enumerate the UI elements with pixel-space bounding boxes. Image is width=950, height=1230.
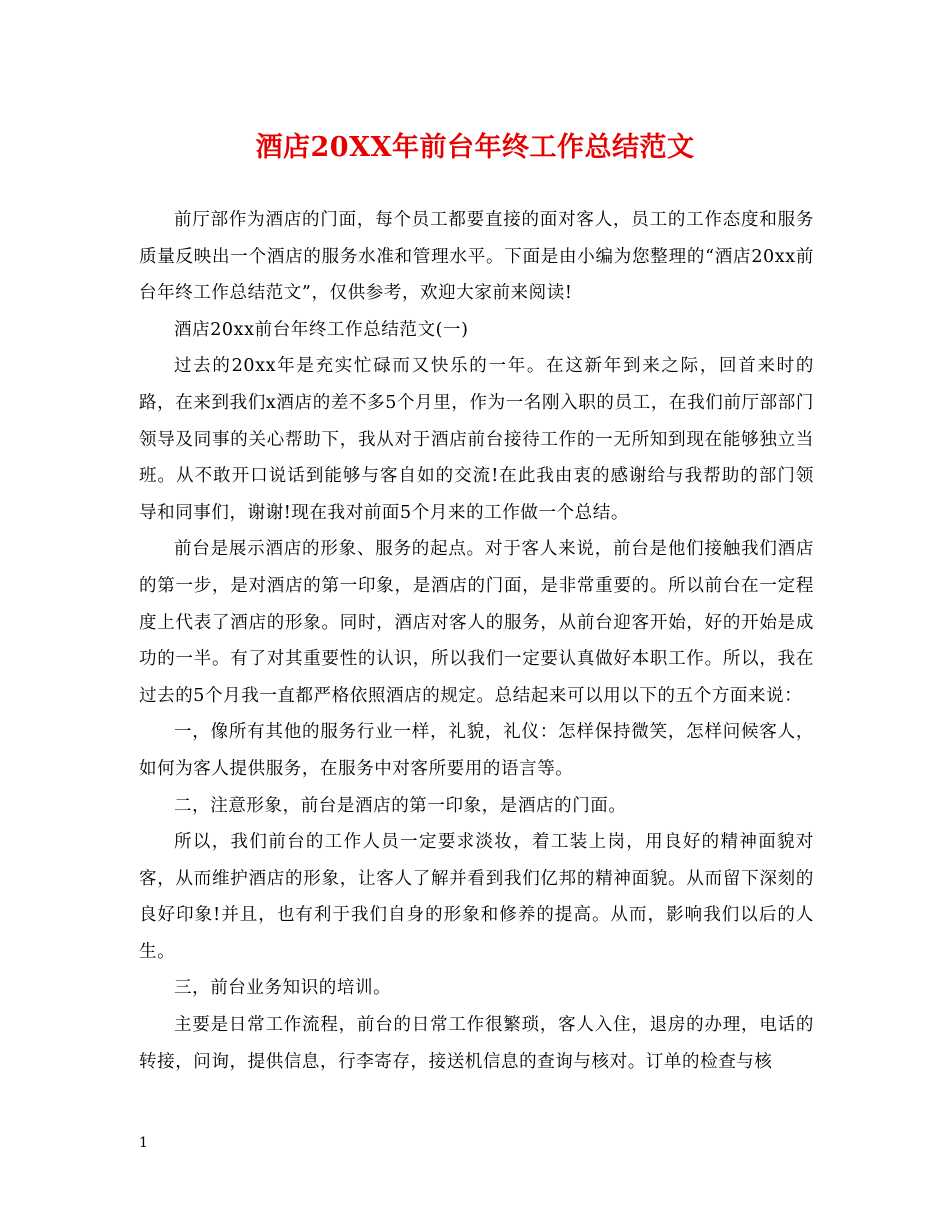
paragraph: 主要是日常工作流程，前台的日常工作很繁琐，客人入住，退房的办理，电话的转接，问询，提供信息，行李寄存，接送机信息的查询与核对。订单的检查与核 (139, 1015, 814, 1072)
paragraph: 二，注意形象，前台是酒店的第一印象，是酒店的门面。 (174, 795, 627, 816)
paragraph: 所以，我们前台的工作人员一定要求淡妆，着工装上岗，用良好的精神面貌对客，从而维护酒店的形象，让客人了解并看到我们亿邦的精神面貌。从而留下深刻的良好印象!并且，也有利于我们自身的形象和修养的提高。从而，影响我们以后的人生。 (139, 832, 814, 962)
paragraph: 过去的20xx年是充实忙碌而又快乐的一年。在这新年到来之际，回首来时的路，在来到我们x酒店的差不多5个月里，作为一名刚入职的员工，在我们前厅部部门领导及同事的关心帮助下，我从对于酒店前台接待工作的一无所知到现在能够独立当班。从不敢开口说话到能够与客自如的交流!在此我由衷的感谢给与我帮助的部门领导和同事们，谢谢!现在我对前面5个月来的工作做一个总结。 (139, 356, 814, 523)
paragraph: 前台是展示酒店的形象、服务的起点。对于客人来说，前台是他们接触我们酒店的第一步，是对酒店的第一印象，是酒店的门面，是非常重要的。所以前台在一定程度上代表了酒店的形象。同时，酒店对客人的服务，从前台迎客开始，好的开始是成功的一半。有了对其重要性的认识，所以我们一定要认真做好本职工作。所以，我在过去的5个月我一直都严格依照酒店的规定。总结起来可以用以下的五个方面来说： (139, 539, 814, 706)
paragraph-intro: 前厅部作为酒店的门面，每个员工都要直接的面对客人，员工的工作态度和服务质量反映出一个酒店的服务水准和管理水平。下面是由小编为您整理的“酒店20xx前台年终工作总结范文”，仅供参考，欢迎大家前来阅读! (139, 210, 814, 304)
paragraph-subtitle: 酒店20xx前台年终工作总结范文(一) (174, 319, 469, 340)
paragraph: 一，像所有其他的服务行业一样，礼貌，礼仪：怎样保持微笑，怎样问候客人，如何为客人提供服务，在服务中对客所要用的语言等。 (139, 722, 814, 779)
document-body (139, 202, 814, 1080)
document-title: 酒店20XX年前台年终工作总结范文 (255, 132, 695, 163)
paragraph: 三，前台业务知识的培训。 (174, 978, 392, 999)
page-number: 1 (139, 1135, 148, 1151)
